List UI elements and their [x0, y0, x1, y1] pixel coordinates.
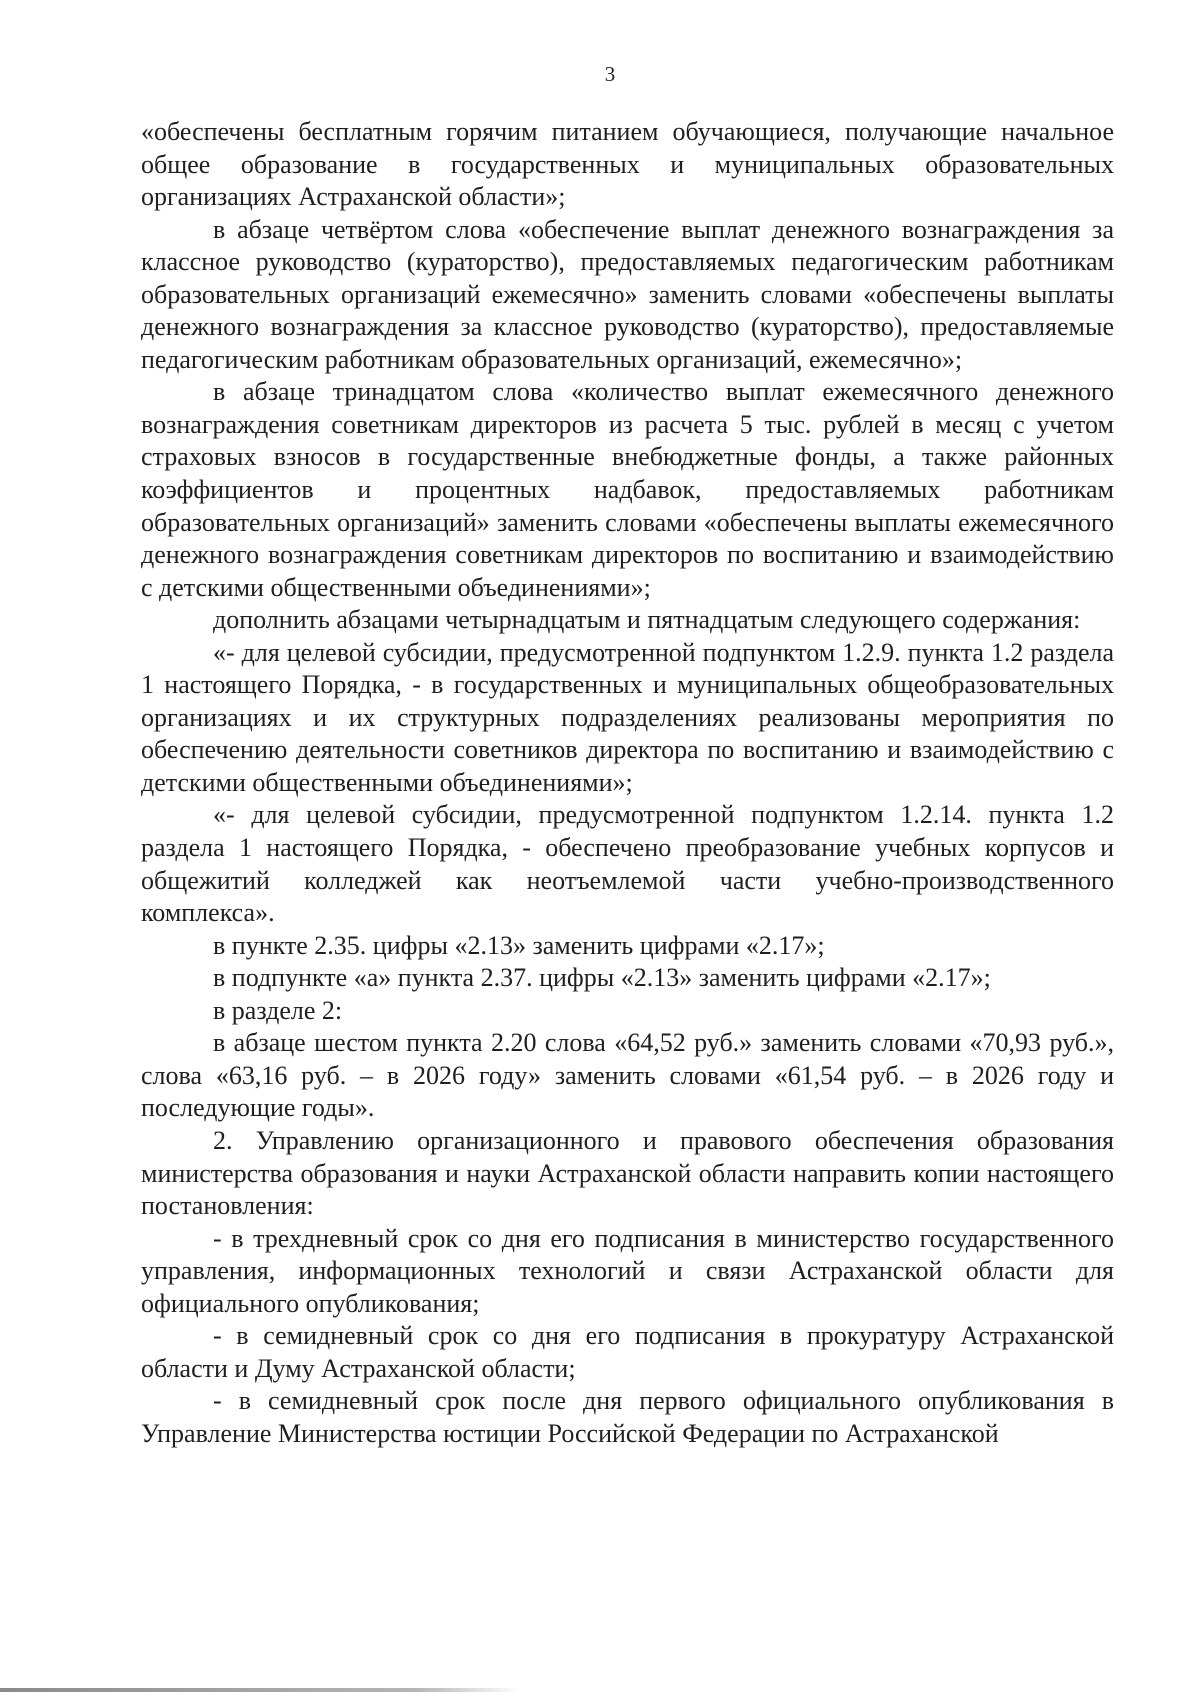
page-number: 3 — [604, 62, 616, 86]
paragraph-8: в подпункте «а» пункта 2.37. цифры «2.13» заменить цифрами «2.17»; — [213, 963, 991, 993]
paragraph-6: «- для целевой субсидии, предусмотренной подпунктом 1.2.14. пункта 1.2 раздела 1 настоящего Порядка, - обеспечено преобразование учебных корпусов и общежитий колледжей как неотъемлемой части учебно-производственного комплекса». — [141, 800, 1114, 928]
paragraph-10: в абзаце шестом пункта 2.20 слова «64,52 руб.» заменить словами «70,93 руб.», слова «63,16 руб. – в 2026 году» заменить словами «61,54 руб. – в 2026 году и последующие годы». — [141, 1028, 1114, 1123]
paragraph-13: - в семидневный срок со дня его подписания в прокуратуру Астраханской области и Думу Астраханской области; — [141, 1321, 1114, 1383]
paragraph-3: в абзаце тринадцатом слова «количество выплат ежемесячного денежного вознаграждения советникам директоров из расчета 5 тыс. рублей в месяц с учетом страховых взносов в государственные внебюджетные фонды, а также районных коэффициентов и процентных надбавок, предоставляемых работникам образовательных организаций» заменить словами «обеспечены выплаты ежемесячного денежного вознаграждения советникам директоров по воспитанию и взаимодействию с детскими общественными объединениями»; — [141, 377, 1114, 602]
paragraph-5: «- для целевой субсидии, предусмотренной подпунктом 1.2.9. пункта 1.2 раздела 1 настоящего Порядка, - в государственных и муниципальных общеобразовательных организациях и их структурных подразделениях реализованы мероприятия по обеспечению деятельности советников директора по воспитанию и взаимодействию с детскими общественными объединениями»; — [141, 637, 1114, 797]
paragraph-11: 2. Управлению организационного и правового обеспечения образования министерства образования и науки Астраханской области направить копии настоящего постановления: — [141, 1125, 1114, 1221]
paragraph-12: - в трехдневный срок со дня его подписания в министерство государственного управления, информационных технологий и связи Астраханской области для официального опубликования; — [141, 1223, 1114, 1318]
paragraph-1: «обеспечены бесплатным горячим питанием обучающиеся, получающие начальное общее образование в государственных и муниципальных образовательных организациях Астраханской области»; — [141, 117, 1114, 212]
scan-edge-line — [0, 1688, 520, 1692]
paragraph-14: - в семидневный срок после дня первого официального опубликования в Управление Министерства юстиции Российской Федерации по Астраханской — [141, 1386, 1114, 1448]
document-body — [141, 116, 1114, 1450]
paragraph-4: дополнить абзацами четырнадцатым и пятнадцатым следующего содержания: — [213, 605, 1081, 635]
paragraph-7: в пункте 2.35. цифры «2.13» заменить цифрами «2.17»; — [213, 930, 825, 960]
paragraph-2: в абзаце четвёртом слова «обеспечение выплат денежного вознаграждения за классное руководство (кураторство), предоставляемых педагогическим работникам образовательных организаций ежемесячно» заменить словами «обеспечены выплаты денежного вознаграждения за классное руководство (кураторство), предоставляемые педагогическим работникам образовательных организаций, ежемесячно»; — [141, 214, 1114, 374]
paragraph-9: в разделе 2: — [213, 995, 343, 1025]
